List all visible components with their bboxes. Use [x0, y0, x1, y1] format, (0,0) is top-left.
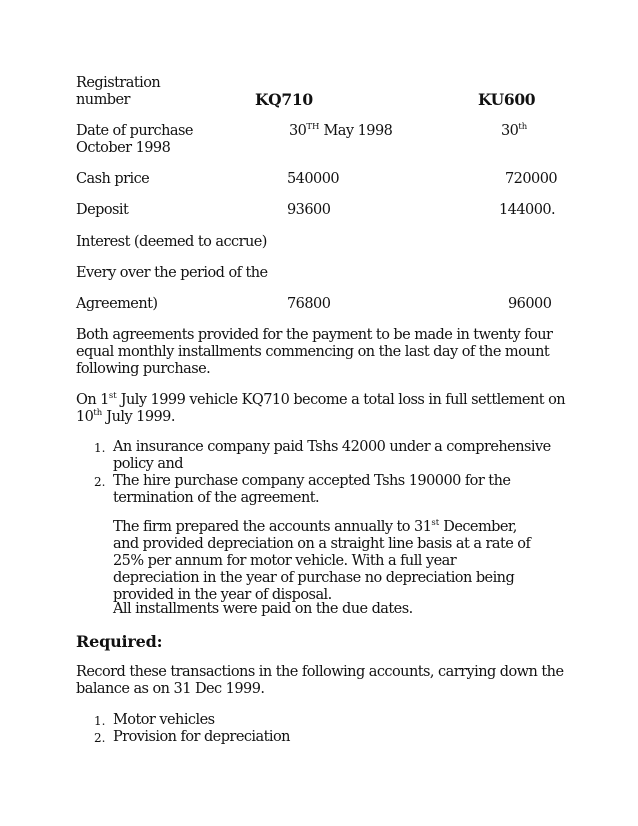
registration-label-line2: number — [76, 92, 130, 108]
list-item: Provision for depreciation — [113, 729, 290, 745]
list-item: Motor vehicles — [113, 712, 215, 728]
installments-paragraph: All installments were paid on the due dates. — [113, 601, 413, 617]
vehicle-kq710-header: KQ710 — [255, 90, 313, 109]
deposit-ku600: 144000. — [499, 202, 556, 218]
total-loss-paragraph: On 1st July 1999 vehicle KQ710 become a total loss in full settlement on 10th July 1999. — [76, 391, 566, 425]
vehicle-ku600-header: KU600 — [478, 90, 536, 109]
interest-kq710: 76800 — [287, 296, 331, 312]
list-item-number: 1. — [94, 714, 106, 728]
cash-price-ku600: 720000 — [505, 171, 558, 187]
cash-price-kq710: 540000 — [287, 171, 340, 187]
list-item: An insurance company paid Tshs 42000 under a comprehensive policy and — [113, 439, 551, 472]
date-of-purchase-label: Date of purchase — [76, 123, 193, 139]
purchase-date-ku600: 30th — [501, 122, 528, 139]
list-item-number: 2. — [94, 475, 106, 489]
agreements-paragraph: Both agreements provided for the payment to be made in twenty four equal monthly installments commencing on the last day of the mount following purchase. — [76, 327, 553, 377]
list-item-number: 1. — [94, 441, 106, 455]
cash-price-label: Cash price — [76, 171, 150, 187]
deposit-label: Deposit — [76, 202, 129, 218]
interest-label-line1: Interest (deemed to accrue) — [76, 234, 267, 250]
interest-label-line3: Agreement) — [76, 296, 158, 312]
purchase-date-kq710: 30TH May 1998 — [289, 122, 393, 139]
deposit-kq710: 93600 — [287, 202, 331, 218]
list-item: The hire purchase company accepted Tshs 190000 for the termination of the agreement. — [113, 473, 511, 506]
record-paragraph: Record these transactions in the following accounts, carrying down the balance as on 31 Dec 1999. — [76, 664, 564, 697]
interest-ku600: 96000 — [508, 296, 552, 312]
registration-label-line1: Registration — [76, 75, 161, 91]
required-heading: Required: — [76, 632, 163, 651]
interest-label-line2: Every over the period of the — [76, 265, 268, 281]
depreciation-paragraph: The firm prepared the accounts annually to 31st December, and provided depreciation on a straight line basis at a rate of 25% per annum for motor vehicle. With a full year depreciation in the year of purchase no depreciation being provided in the year of disposal. — [113, 518, 531, 603]
purchase-date-ku600-continued: October 1998 — [76, 140, 171, 156]
list-item-number: 2. — [94, 731, 106, 745]
